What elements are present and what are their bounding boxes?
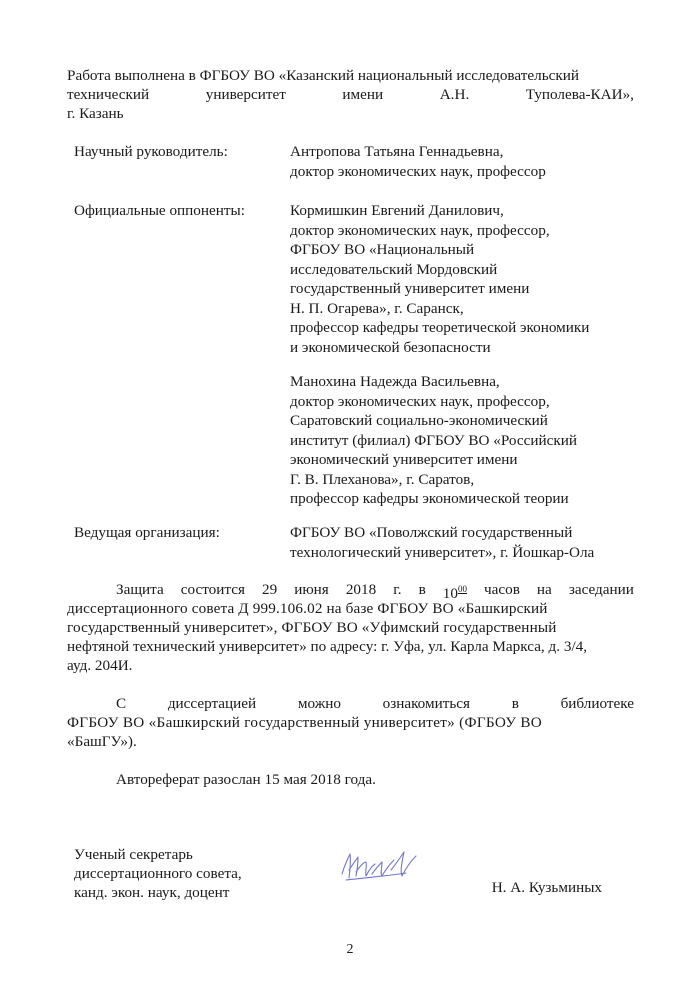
defense-minutes: 00 xyxy=(457,584,467,594)
leading-org-label: Ведущая организация: xyxy=(74,524,220,541)
mailing-date: Автореферат разослан 15 мая 2018 года. xyxy=(116,771,376,788)
defense-word: в xyxy=(418,581,426,598)
defense-word: заседании xyxy=(568,581,634,598)
opponent-2-line: Манохина Надежда Васильевна, xyxy=(290,373,500,390)
opponent-2-line: доктор экономических наук, профессор, xyxy=(290,392,550,410)
opponent-1-line: Кормишкин Евгений Данилович, xyxy=(290,202,504,219)
library-word: ознакомиться xyxy=(382,695,471,712)
supervisor-line: доктор экономических наук, профессор xyxy=(290,162,546,180)
header-word: университет xyxy=(205,86,286,103)
header-line-2 xyxy=(67,85,634,104)
leading-org-line: технологический университет», г. Йошкар-Ола xyxy=(290,543,595,561)
header-word: имени xyxy=(342,86,384,103)
secretary-title-2: диссертационного совета, xyxy=(74,865,242,882)
signature xyxy=(336,840,426,892)
secretary-name: Н. А. Кузьминых xyxy=(491,879,602,896)
opponent-1-block xyxy=(290,201,589,357)
opponent-2-line: профессор кафедры экономической теории xyxy=(290,490,569,507)
leading-org-block xyxy=(290,523,594,562)
supervisor-block xyxy=(290,142,546,181)
defense-word: 29 xyxy=(261,581,278,598)
opponent-1-line: доктор экономических наук, профессор, xyxy=(290,221,550,239)
supervisor-line: Антропова Татьяна Геннадьевна, xyxy=(290,143,504,160)
opponent-2-line: институт (филиал) ФГБОУ ВО «Российский xyxy=(290,431,577,449)
header-word: А.Н. xyxy=(439,86,470,103)
opponent-1-line: Н. П. Огарева», г. Саранск, xyxy=(290,299,464,317)
library-line-2: ФГБОУ ВО «Башкирский государственный университет» (ФГБОУ ВО xyxy=(67,714,543,731)
defense-line-3: государственный университет», ФГБОУ ВО «Уфимский государственный xyxy=(67,619,557,636)
secretary-title-3: канд. экон. наук, доцент xyxy=(74,884,230,901)
library-line-1 xyxy=(116,694,634,713)
opponent-2-block xyxy=(290,372,577,509)
opponent-2-line: экономический университет имени xyxy=(290,451,518,468)
opponents-label: Официальные оппоненты: xyxy=(74,202,245,219)
library-word: в xyxy=(511,695,519,712)
secretary-title-1: Ученый секретарь xyxy=(74,846,193,863)
opponent-1-line: государственный университет имени xyxy=(290,280,530,297)
defense-line-2: диссертационного совета Д 999.106.02 на базе ФГБОУ ВО «Башкирский xyxy=(67,600,548,617)
header-line-1: Работа выполнена в ФГБОУ ВО «Казанский национальный исследовательский xyxy=(67,67,580,84)
opponent-1-line: и экономической безопасности xyxy=(290,338,491,356)
library-word: библиотеке xyxy=(560,695,634,712)
leading-org-line: ФГБОУ ВО «Поволжский государственный xyxy=(290,524,573,541)
defense-word: июня xyxy=(294,581,329,598)
defense-word: на xyxy=(536,581,552,598)
supervisor-label: Научный руководитель: xyxy=(74,143,228,160)
defense-word: Защита xyxy=(116,581,164,598)
defense-line-5: ауд. 204И. xyxy=(67,657,133,674)
library-line-3: «БашГУ»). xyxy=(67,733,137,750)
header-word: технический xyxy=(67,86,150,103)
header-word: Туполева-КАИ», xyxy=(525,86,634,103)
opponent-1-line: ФГБОУ ВО «Национальный xyxy=(290,241,475,258)
defense-word: состоится xyxy=(180,581,245,598)
defense-line-4: нефтяной технический университет» по адресу: г. Уфа, ул. Карла Маркса, д. 3/4, xyxy=(67,638,588,655)
defense-word: г. xyxy=(393,581,402,598)
header-line-3: г. Казань xyxy=(67,105,124,122)
defense-word: 2018 xyxy=(345,581,377,598)
opponent-2-line: Саратовский социально-экономический xyxy=(290,412,548,429)
opponent-1-line: исследовательский Мордовский xyxy=(290,260,498,278)
opponent-1-line: профессор кафедры теоретической экономики xyxy=(290,319,590,336)
library-word: С xyxy=(116,695,127,712)
defense-hour: 10 xyxy=(442,585,458,602)
page-number: 2 xyxy=(346,942,354,957)
library-word: можно xyxy=(297,695,341,712)
opponent-2-line: Г. В. Плеханова», г. Саратов, xyxy=(290,470,475,488)
library-word: диссертацией xyxy=(167,695,257,712)
defense-word: часов xyxy=(484,581,520,598)
